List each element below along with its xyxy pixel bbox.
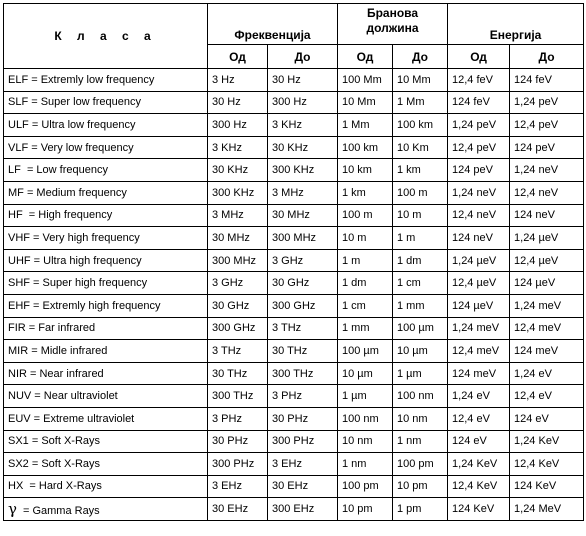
class-label: NUV = Near ultraviolet <box>8 390 118 403</box>
energy-from-cell: 124 KeV <box>448 498 510 521</box>
class-cell <box>4 136 208 159</box>
energy-to-cell: 1,24 KeV <box>510 430 584 453</box>
energy-to-cell: 1,24 MeV <box>510 498 584 521</box>
class-label: LF = Low frequency <box>8 164 108 177</box>
class-label: HF = High frequency <box>8 209 113 222</box>
class-cell <box>4 317 208 340</box>
frequency-to-cell: 30 KHz <box>268 136 338 159</box>
frequency-to-cell: 300 KHz <box>268 159 338 182</box>
wavelength-to-cell: 10 Mm <box>393 69 448 92</box>
frequency-from-cell: 30 EHz <box>208 498 268 521</box>
energy-to-cell: 1,24 peV <box>510 91 584 114</box>
wavelength-to-cell: 10 Km <box>393 136 448 159</box>
frequency-from-cell: 3 EHz <box>208 475 268 498</box>
frequency-from-cell: 300 Hz <box>208 114 268 137</box>
wavelength-to-cell: 1 µm <box>393 362 448 385</box>
wavelength-from-cell: 10 pm <box>338 498 393 521</box>
frequency-header: Фреквенција <box>208 4 338 45</box>
energy-from-cell: 1,24 neV <box>448 181 510 204</box>
energy-from-cell: 12,4 µeV <box>448 272 510 295</box>
energy-from-cell: 12,4 meV <box>448 340 510 363</box>
frequency-to-cell: 30 GHz <box>268 272 338 295</box>
wavelength-from-cell: 10 µm <box>338 362 393 385</box>
wavelength-to-cell: 10 nm <box>393 407 448 430</box>
wavelength-to-cell: 10 pm <box>393 475 448 498</box>
wavelength-to-cell: 10 m <box>393 204 448 227</box>
header-row-groups <box>4 4 584 45</box>
class-label: SX2 = Soft X-Rays <box>8 457 101 470</box>
table-row <box>4 114 584 137</box>
energy-from-cell: 1,24 KeV <box>448 453 510 476</box>
frequency-from-cell: 3 PHz <box>208 407 268 430</box>
frequency-from-cell: 30 KHz <box>208 159 268 182</box>
class-label: NIR = Near infrared <box>8 367 104 380</box>
class-label: EHF = Extremly high frequency <box>8 299 161 312</box>
frequency-to-cell: 3 PHz <box>268 385 338 408</box>
wavelength-from-header: Од <box>338 45 393 69</box>
table-row <box>4 475 584 498</box>
energy-to-cell: 12,4 peV <box>510 114 584 137</box>
wavelength-to-cell: 100 pm <box>393 453 448 476</box>
class-cell <box>4 272 208 295</box>
table-row <box>4 204 584 227</box>
energy-from-cell: 124 µeV <box>448 294 510 317</box>
energy-to-cell: 124 feV <box>510 69 584 92</box>
class-cell <box>4 91 208 114</box>
energy-to-cell: 1,24 neV <box>510 159 584 182</box>
wavelength-to-cell: 10 µm <box>393 340 448 363</box>
table-row <box>4 430 584 453</box>
energy-from-cell: 124 meV <box>448 362 510 385</box>
frequency-from-cell: 3 THz <box>208 340 268 363</box>
wavelength-from-cell: 10 m <box>338 227 393 250</box>
wavelength-from-cell: 10 Mm <box>338 91 393 114</box>
class-cell <box>4 475 208 498</box>
wavelength-header: Бранова должина <box>338 4 448 45</box>
frequency-from-cell: 300 THz <box>208 385 268 408</box>
frequency-to-cell: 30 PHz <box>268 407 338 430</box>
table-row <box>4 272 584 295</box>
frequency-from-cell: 30 THz <box>208 362 268 385</box>
frequency-to-cell: 3 EHz <box>268 453 338 476</box>
class-cell <box>4 114 208 137</box>
frequency-from-cell: 30 GHz <box>208 294 268 317</box>
energy-from-cell: 12,4 eV <box>448 407 510 430</box>
class-label: SX1 = Soft X-Rays <box>8 435 101 448</box>
wavelength-to-cell: 100 nm <box>393 385 448 408</box>
table-body <box>4 69 584 521</box>
wavelength-from-cell: 100 km <box>338 136 393 159</box>
frequency-from-header: Од <box>208 45 268 69</box>
class-label: ELF = Extremly low frequency <box>8 73 155 86</box>
wavelength-from-cell: 1 µm <box>338 385 393 408</box>
wavelength-from-cell: 10 km <box>338 159 393 182</box>
frequency-to-cell: 3 MHz <box>268 181 338 204</box>
frequency-to-cell: 300 MHz <box>268 227 338 250</box>
frequency-from-cell: 30 PHz <box>208 430 268 453</box>
table-row <box>4 294 584 317</box>
frequency-to-cell: 300 PHz <box>268 430 338 453</box>
class-cell <box>4 204 208 227</box>
class-label: MIR = Midle infrared <box>8 344 108 357</box>
wavelength-to-cell: 1 mm <box>393 294 448 317</box>
wavelength-to-cell: 1 pm <box>393 498 448 521</box>
energy-to-cell: 124 µeV <box>510 272 584 295</box>
wavelength-from-cell: 1 km <box>338 181 393 204</box>
energy-to-cell: 124 eV <box>510 407 584 430</box>
wavelength-to-cell: 1 m <box>393 227 448 250</box>
table-container <box>3 3 584 521</box>
gamma-symbol: γ <box>8 500 17 519</box>
class-cell <box>4 430 208 453</box>
energy-from-cell: 124 peV <box>448 159 510 182</box>
wavelength-from-cell: 100 pm <box>338 475 393 498</box>
wavelength-to-cell: 1 cm <box>393 272 448 295</box>
table-row <box>4 181 584 204</box>
wavelength-from-cell: 100 nm <box>338 407 393 430</box>
frequency-from-cell: 300 KHz <box>208 181 268 204</box>
energy-header: Енергија <box>448 4 584 45</box>
energy-to-cell: 12,4 µeV <box>510 249 584 272</box>
energy-from-cell: 124 eV <box>448 430 510 453</box>
energy-to-cell: 1,24 eV <box>510 362 584 385</box>
wavelength-to-header: До <box>393 45 448 69</box>
frequency-from-cell: 3 GHz <box>208 272 268 295</box>
frequency-to-cell: 3 THz <box>268 317 338 340</box>
wavelength-to-cell: 100 km <box>393 114 448 137</box>
table-row <box>4 340 584 363</box>
frequency-from-cell: 300 PHz <box>208 453 268 476</box>
frequency-to-cell: 30 Hz <box>268 69 338 92</box>
wavelength-from-cell: 1 Mm <box>338 114 393 137</box>
frequency-to-cell: 300 EHz <box>268 498 338 521</box>
class-label: UHF = Ultra high frequency <box>8 254 142 267</box>
energy-to-cell: 12,4 meV <box>510 317 584 340</box>
energy-from-cell: 1,24 eV <box>448 385 510 408</box>
frequency-to-cell: 30 THz <box>268 340 338 363</box>
energy-to-cell: 12,4 KeV <box>510 453 584 476</box>
wavelength-from-cell: 1 dm <box>338 272 393 295</box>
class-cell <box>4 181 208 204</box>
wavelength-from-cell: 100 µm <box>338 340 393 363</box>
class-cell <box>4 362 208 385</box>
class-cell <box>4 249 208 272</box>
table-row <box>4 159 584 182</box>
energy-to-header: До <box>510 45 584 69</box>
wavelength-from-cell: 1 cm <box>338 294 393 317</box>
wavelength-to-cell: 1 dm <box>393 249 448 272</box>
class-label: VHF = Very high frequency <box>8 231 140 244</box>
class-cell <box>4 498 208 521</box>
energy-to-cell: 12,4 eV <box>510 385 584 408</box>
energy-from-header: Од <box>448 45 510 69</box>
energy-to-cell: 124 meV <box>510 340 584 363</box>
class-cell <box>4 227 208 250</box>
wavelength-from-cell: 1 nm <box>338 453 393 476</box>
frequency-to-cell: 3 GHz <box>268 249 338 272</box>
class-label: VLF = Very low frequency <box>8 141 134 154</box>
wavelength-from-cell: 10 nm <box>338 430 393 453</box>
class-label: MF = Medium frequency <box>8 186 127 199</box>
frequency-from-cell: 300 GHz <box>208 317 268 340</box>
wavelength-from-cell: 100 Mm <box>338 69 393 92</box>
wavelength-to-cell: 1 km <box>393 159 448 182</box>
frequency-from-cell: 3 KHz <box>208 136 268 159</box>
frequency-from-cell: 30 MHz <box>208 227 268 250</box>
wavelength-to-cell: 100 µm <box>393 317 448 340</box>
class-label: = Gamma Rays <box>22 505 100 518</box>
class-label: FIR = Far infrared <box>8 322 96 335</box>
energy-from-cell: 124 feV <box>448 91 510 114</box>
table-row <box>4 227 584 250</box>
class-header: К л а с а <box>4 4 208 69</box>
energy-to-cell: 1,24 µeV <box>510 227 584 250</box>
class-cell <box>4 69 208 92</box>
frequency-to-cell: 30 MHz <box>268 204 338 227</box>
wavelength-from-cell: 1 m <box>338 249 393 272</box>
class-cell <box>4 407 208 430</box>
wavelength-to-cell: 100 m <box>393 181 448 204</box>
table-row <box>4 407 584 430</box>
frequency-to-cell: 300 THz <box>268 362 338 385</box>
energy-from-cell: 12,4 feV <box>448 69 510 92</box>
class-label: SHF = Super high frequency <box>8 277 148 290</box>
frequency-spectrum-table <box>3 3 584 521</box>
table-row <box>4 385 584 408</box>
table-row <box>4 453 584 476</box>
table-row <box>4 317 584 340</box>
frequency-from-cell: 3 MHz <box>208 204 268 227</box>
energy-to-cell: 12,4 neV <box>510 181 584 204</box>
frequency-to-header: До <box>268 45 338 69</box>
energy-to-cell: 1,24 meV <box>510 294 584 317</box>
frequency-from-cell: 30 Hz <box>208 91 268 114</box>
class-cell <box>4 159 208 182</box>
table-row <box>4 136 584 159</box>
class-cell <box>4 453 208 476</box>
frequency-from-cell: 3 Hz <box>208 69 268 92</box>
energy-from-cell: 1,24 µeV <box>448 249 510 272</box>
table-row <box>4 249 584 272</box>
table-row <box>4 498 584 521</box>
class-label: HX = Hard X-Rays <box>8 480 102 493</box>
wavelength-from-cell: 100 m <box>338 204 393 227</box>
energy-from-cell: 12,4 peV <box>448 136 510 159</box>
class-cell <box>4 385 208 408</box>
class-label: SLF = Super low frequency <box>8 96 141 109</box>
frequency-to-cell: 3 KHz <box>268 114 338 137</box>
frequency-from-cell: 300 MHz <box>208 249 268 272</box>
wavelength-to-cell: 1 Mm <box>393 91 448 114</box>
wavelength-from-cell: 1 mm <box>338 317 393 340</box>
energy-to-cell: 124 KeV <box>510 475 584 498</box>
energy-from-cell: 12,4 neV <box>448 204 510 227</box>
energy-from-cell: 124 neV <box>448 227 510 250</box>
energy-from-cell: 12,4 KeV <box>448 475 510 498</box>
energy-to-cell: 124 neV <box>510 204 584 227</box>
class-label: EUV = Extreme ultraviolet <box>8 412 135 425</box>
class-label: ULF = Ultra low frequency <box>8 118 136 131</box>
wavelength-to-cell: 1 nm <box>393 430 448 453</box>
class-cell <box>4 294 208 317</box>
energy-from-cell: 1,24 peV <box>448 114 510 137</box>
frequency-to-cell: 30 EHz <box>268 475 338 498</box>
table-row <box>4 362 584 385</box>
table-row <box>4 91 584 114</box>
energy-to-cell: 124 peV <box>510 136 584 159</box>
table-row <box>4 69 584 92</box>
class-cell <box>4 340 208 363</box>
frequency-to-cell: 300 GHz <box>268 294 338 317</box>
frequency-to-cell: 300 Hz <box>268 91 338 114</box>
energy-from-cell: 1,24 meV <box>448 317 510 340</box>
